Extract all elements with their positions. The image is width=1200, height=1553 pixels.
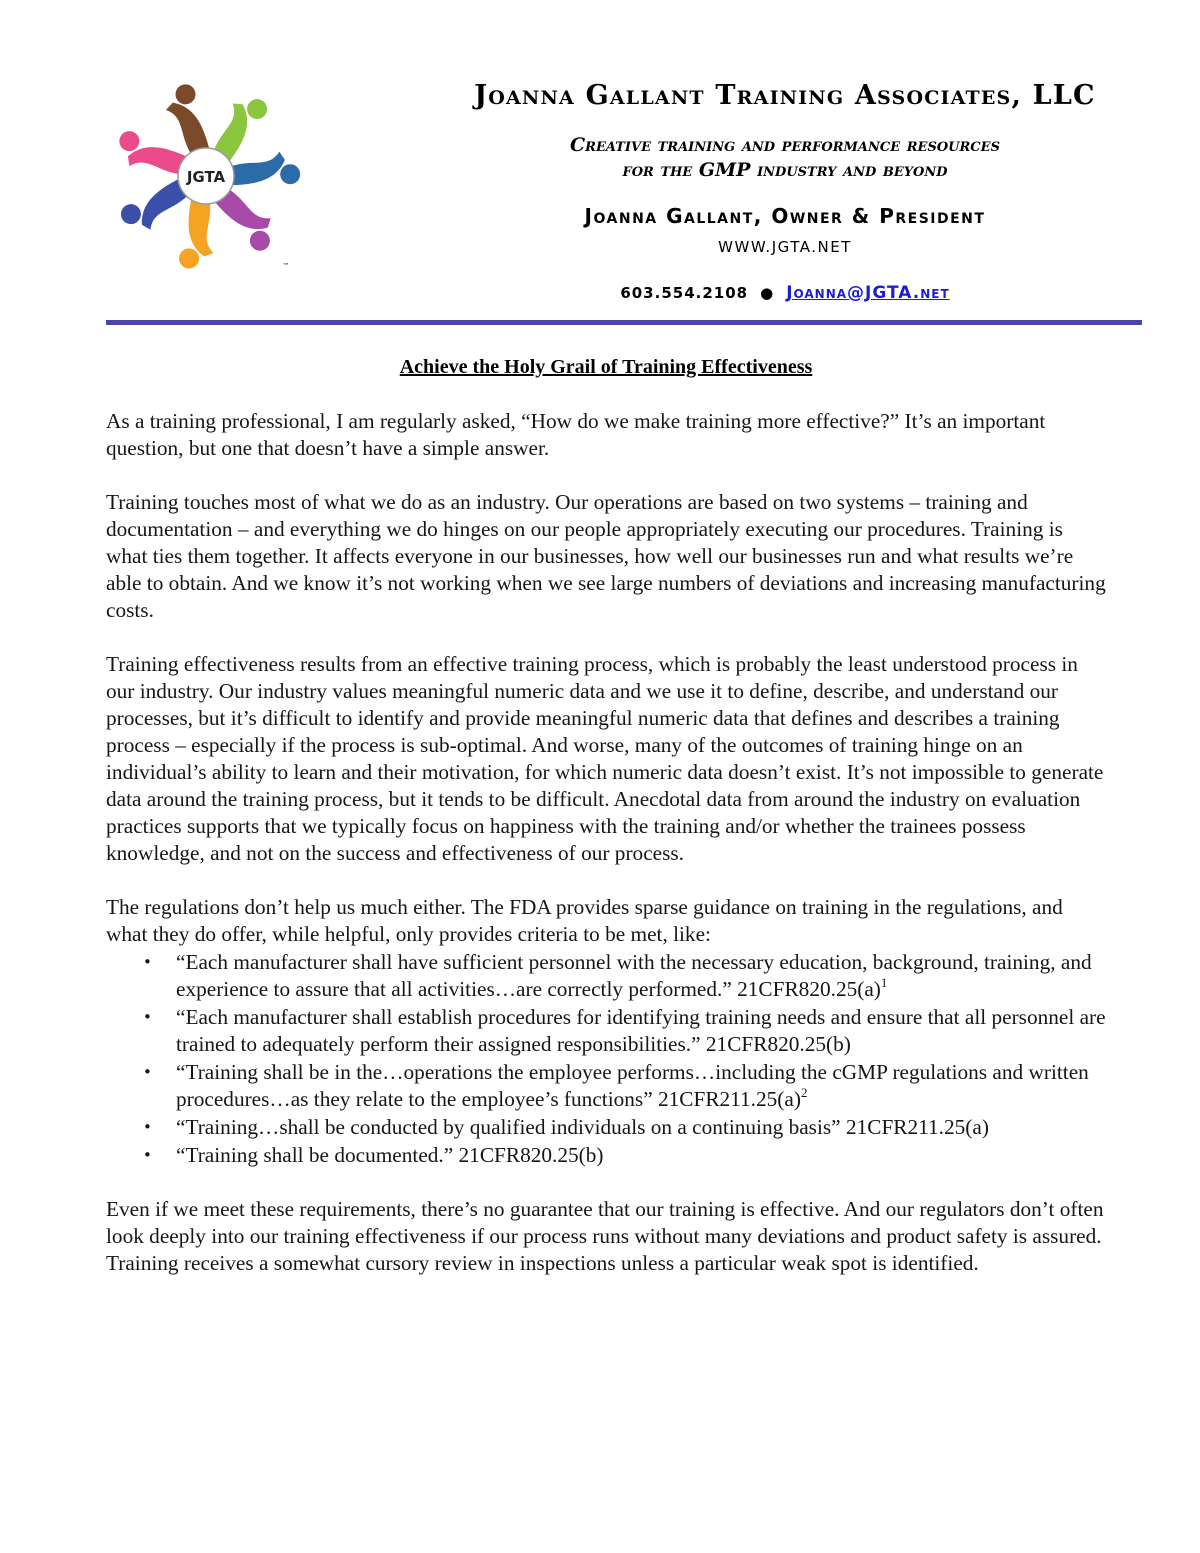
paragraph-3: Training effectiveness results from an effective training process, which is probably the least understood process in our industry. Our industry values meaningful numeric data and we use it to define, describe, and understand our processes, but it’s difficult to identify and provide meaningful numeric data that defines and describes a training process – especially if the process is sub-optimal. And worse, many of the outcomes of training hinge on an individual’s ability to learn and their motivation, for which numeric data doesn’t exist. It’s not impossible to generate data around the training process, but it tends to be difficult. Anecdotal data from around the industry on evaluation practices supports that we typically focus on happiness with the training and/or whether the trainees possess knowledge, and not on the success and effectiveness of our process. xyxy=(106,652,1104,865)
tagline-line-2: for the GMP industry and beyond xyxy=(622,159,948,181)
phone-number: 603.554.2108 xyxy=(620,284,749,302)
article-body xyxy=(106,353,1106,1277)
list-item xyxy=(143,1114,1106,1141)
list-item-text: “Each manufacturer shall have sufficient personnel with the necessary education, background, training, and experience to assure that all activities…are correctly performed.” 21CFR820.25(a) xyxy=(176,950,1092,1001)
list-item-text: “Training shall be in the…operations the employee performs…including the cGMP regulations and written procedures…as they relate to the employee’s functions” 21CFR211.25(a) xyxy=(176,1060,1089,1111)
bullet-separator-icon: ● xyxy=(760,284,775,302)
footnote-marker: 2 xyxy=(800,1085,808,1100)
company-name: Joanna Gallant Training Associates, LLC xyxy=(474,80,1096,111)
email-link[interactable]: Joanna@JGTA.net xyxy=(786,283,950,303)
logo-figure-head xyxy=(243,95,271,123)
logo-figure-head xyxy=(174,83,197,106)
paragraph-4: The regulations don’t help us much either. The FDA provides sparse guidance on training in the regulations, and what they do offer, while helpful, only provides criteria to be met, like: xyxy=(106,895,1063,946)
contact-line xyxy=(460,283,1110,303)
paragraph-5: Even if we meet these requirements, there’s no guarantee that our training is effective. And our regulators don’t often look deeply into our training effectiveness if our process runs without many deviations and product safety is assured. Training receives a somewhat cursory review in inspections unless a particular weak spot is identified. xyxy=(106,1197,1104,1275)
jgta-logo xyxy=(102,68,314,280)
logo-figure xyxy=(173,195,227,274)
website: WWW.JGTA.NET xyxy=(718,238,852,256)
list-item-text: “Training shall be documented.” 21CFR820.25(b) xyxy=(176,1143,604,1167)
owner-name: Joanna Gallant, Owner & President xyxy=(584,204,986,228)
logo-figure-body xyxy=(228,149,286,188)
logo-trademark: ™ xyxy=(282,262,290,270)
footnote-marker: 1 xyxy=(880,975,888,990)
list-item xyxy=(143,1004,1106,1058)
bullet-icon: • xyxy=(143,1146,152,1164)
article-title: Achieve the Holy Grail of Training Effectiveness xyxy=(399,356,813,378)
tagline-line-1: Creative training and performance resources xyxy=(570,134,1000,156)
logo-figure-head xyxy=(280,164,301,185)
bullet-icon: • xyxy=(143,953,152,971)
list-item xyxy=(143,1142,1106,1169)
regulation-list xyxy=(106,949,1106,1169)
logo-figure-head xyxy=(246,227,274,255)
bullet-icon: • xyxy=(143,1008,152,1026)
header-divider xyxy=(106,320,1142,325)
list-item-text: “Each manufacturer shall establish procedures for identifying training needs and ensure that all personnel are trained to adequately perform their assigned responsibilities.” 21CFR820.25(b) xyxy=(176,1005,1106,1056)
bullet-icon: • xyxy=(143,1118,152,1136)
paragraph-1: As a training professional, I am regularly asked, “How do we make training more effective?” It’s an important question, but one that doesn’t have a simple answer. xyxy=(106,409,1046,460)
bullet-icon: • xyxy=(143,1063,152,1081)
tagline xyxy=(460,133,1110,183)
logo-figure xyxy=(228,149,302,189)
logo-figure-head xyxy=(118,201,144,227)
list-item xyxy=(143,1059,1106,1113)
paragraph-2: Training touches most of what we do as an industry. Our operations are based on two systems – training and documentation – and everything we do hinges on our people appropriately executing our procedures. Training is what ties them together. It affects everyone in our businesses, how well our businesses run and what results we’re able to obtain. And we know it’s not working when we see large numbers of deviations and increasing manufacturing costs. xyxy=(106,490,1106,622)
list-item-text: “Training…shall be conducted by qualified individuals on a continuing basis” 21CFR211.25(a) xyxy=(176,1115,989,1139)
logo-text: JGTA xyxy=(186,168,226,186)
list-item xyxy=(143,949,1106,1003)
